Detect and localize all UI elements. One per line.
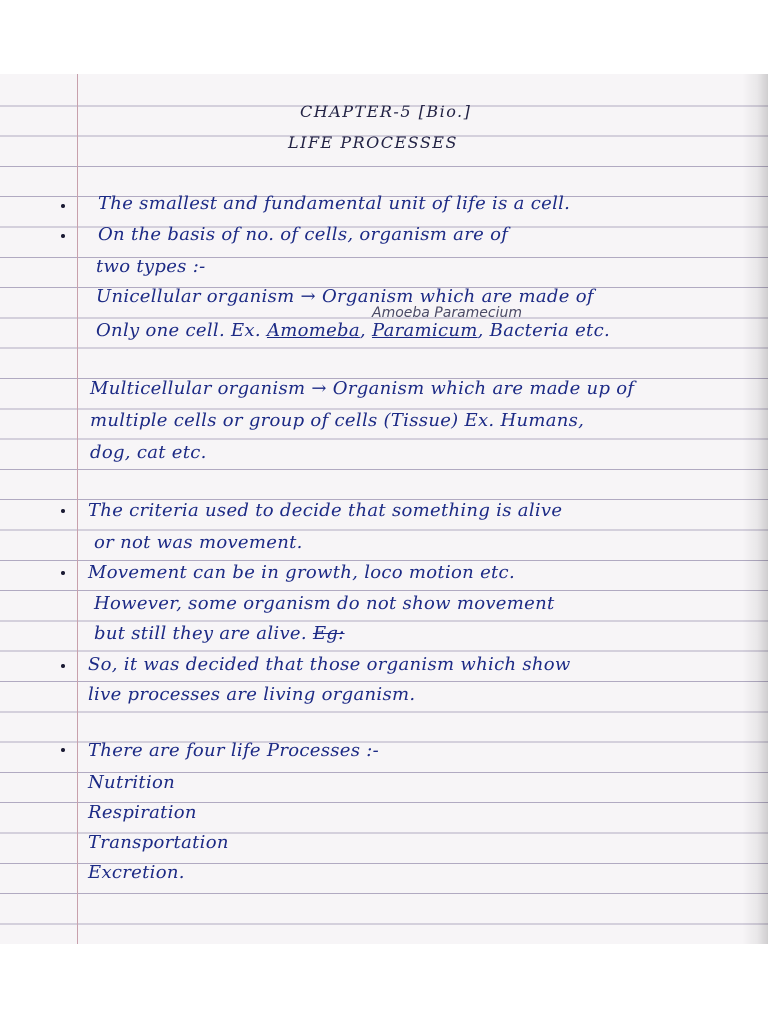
bullet <box>61 664 65 668</box>
bullet <box>61 748 65 752</box>
note-line: However, some organism do not show movement <box>94 593 555 614</box>
struck-text: Eg: <box>312 623 345 644</box>
note-line: Multicellular organism → Organism which are made up of <box>90 378 635 399</box>
process-item: Transportation <box>88 832 229 853</box>
bullet <box>61 509 65 513</box>
example-amoeba: Amomeba <box>266 320 360 341</box>
note-line: or not was movement. <box>94 532 303 553</box>
note-line <box>96 322 610 340</box>
bullet <box>61 204 65 208</box>
note-line: dog, cat etc. <box>90 442 207 463</box>
note-line: two types :- <box>96 256 206 277</box>
chapter-heading: CHAPTER-5 [Bio.] <box>300 102 472 121</box>
bullet <box>61 234 65 238</box>
note-line <box>94 625 345 643</box>
page-title: LIFE PROCESSES <box>288 133 458 152</box>
bullet <box>61 571 65 575</box>
note-text: but still they are alive. <box>94 623 307 644</box>
process-item: Excretion. <box>88 862 185 883</box>
note-line: So, it was decided that those organism which show <box>88 654 571 675</box>
note-text: Only one cell. Ex. <box>96 320 261 341</box>
note-line: multiple cells or group of cells (Tissue) Ex. Humans, <box>90 410 585 431</box>
pencil-annotation: Amoeba Paramecium <box>372 305 523 321</box>
note-line: Movement can be in growth, loco motion etc. <box>88 562 515 583</box>
paper-edge-shadow <box>742 74 768 944</box>
note-line: The criteria used to decide that something is alive <box>88 500 563 521</box>
process-item: Nutrition <box>88 772 176 793</box>
note-line: Unicellular organism → Organism which are made of <box>96 286 594 307</box>
note-line: live processes are living organism. <box>88 684 416 705</box>
note-text: , <box>359 320 366 341</box>
process-item: Respiration <box>88 802 197 823</box>
note-text: , Bacteria etc. <box>477 320 610 341</box>
note-line: There are four life Processes :- <box>88 740 380 761</box>
example-paramecium: Paramicum <box>371 320 478 341</box>
margin-line <box>77 74 78 944</box>
note-line: On the basis of no. of cells, organism are of <box>98 224 509 245</box>
note-line: The smallest and fundamental unit of life is a cell. <box>98 193 571 214</box>
